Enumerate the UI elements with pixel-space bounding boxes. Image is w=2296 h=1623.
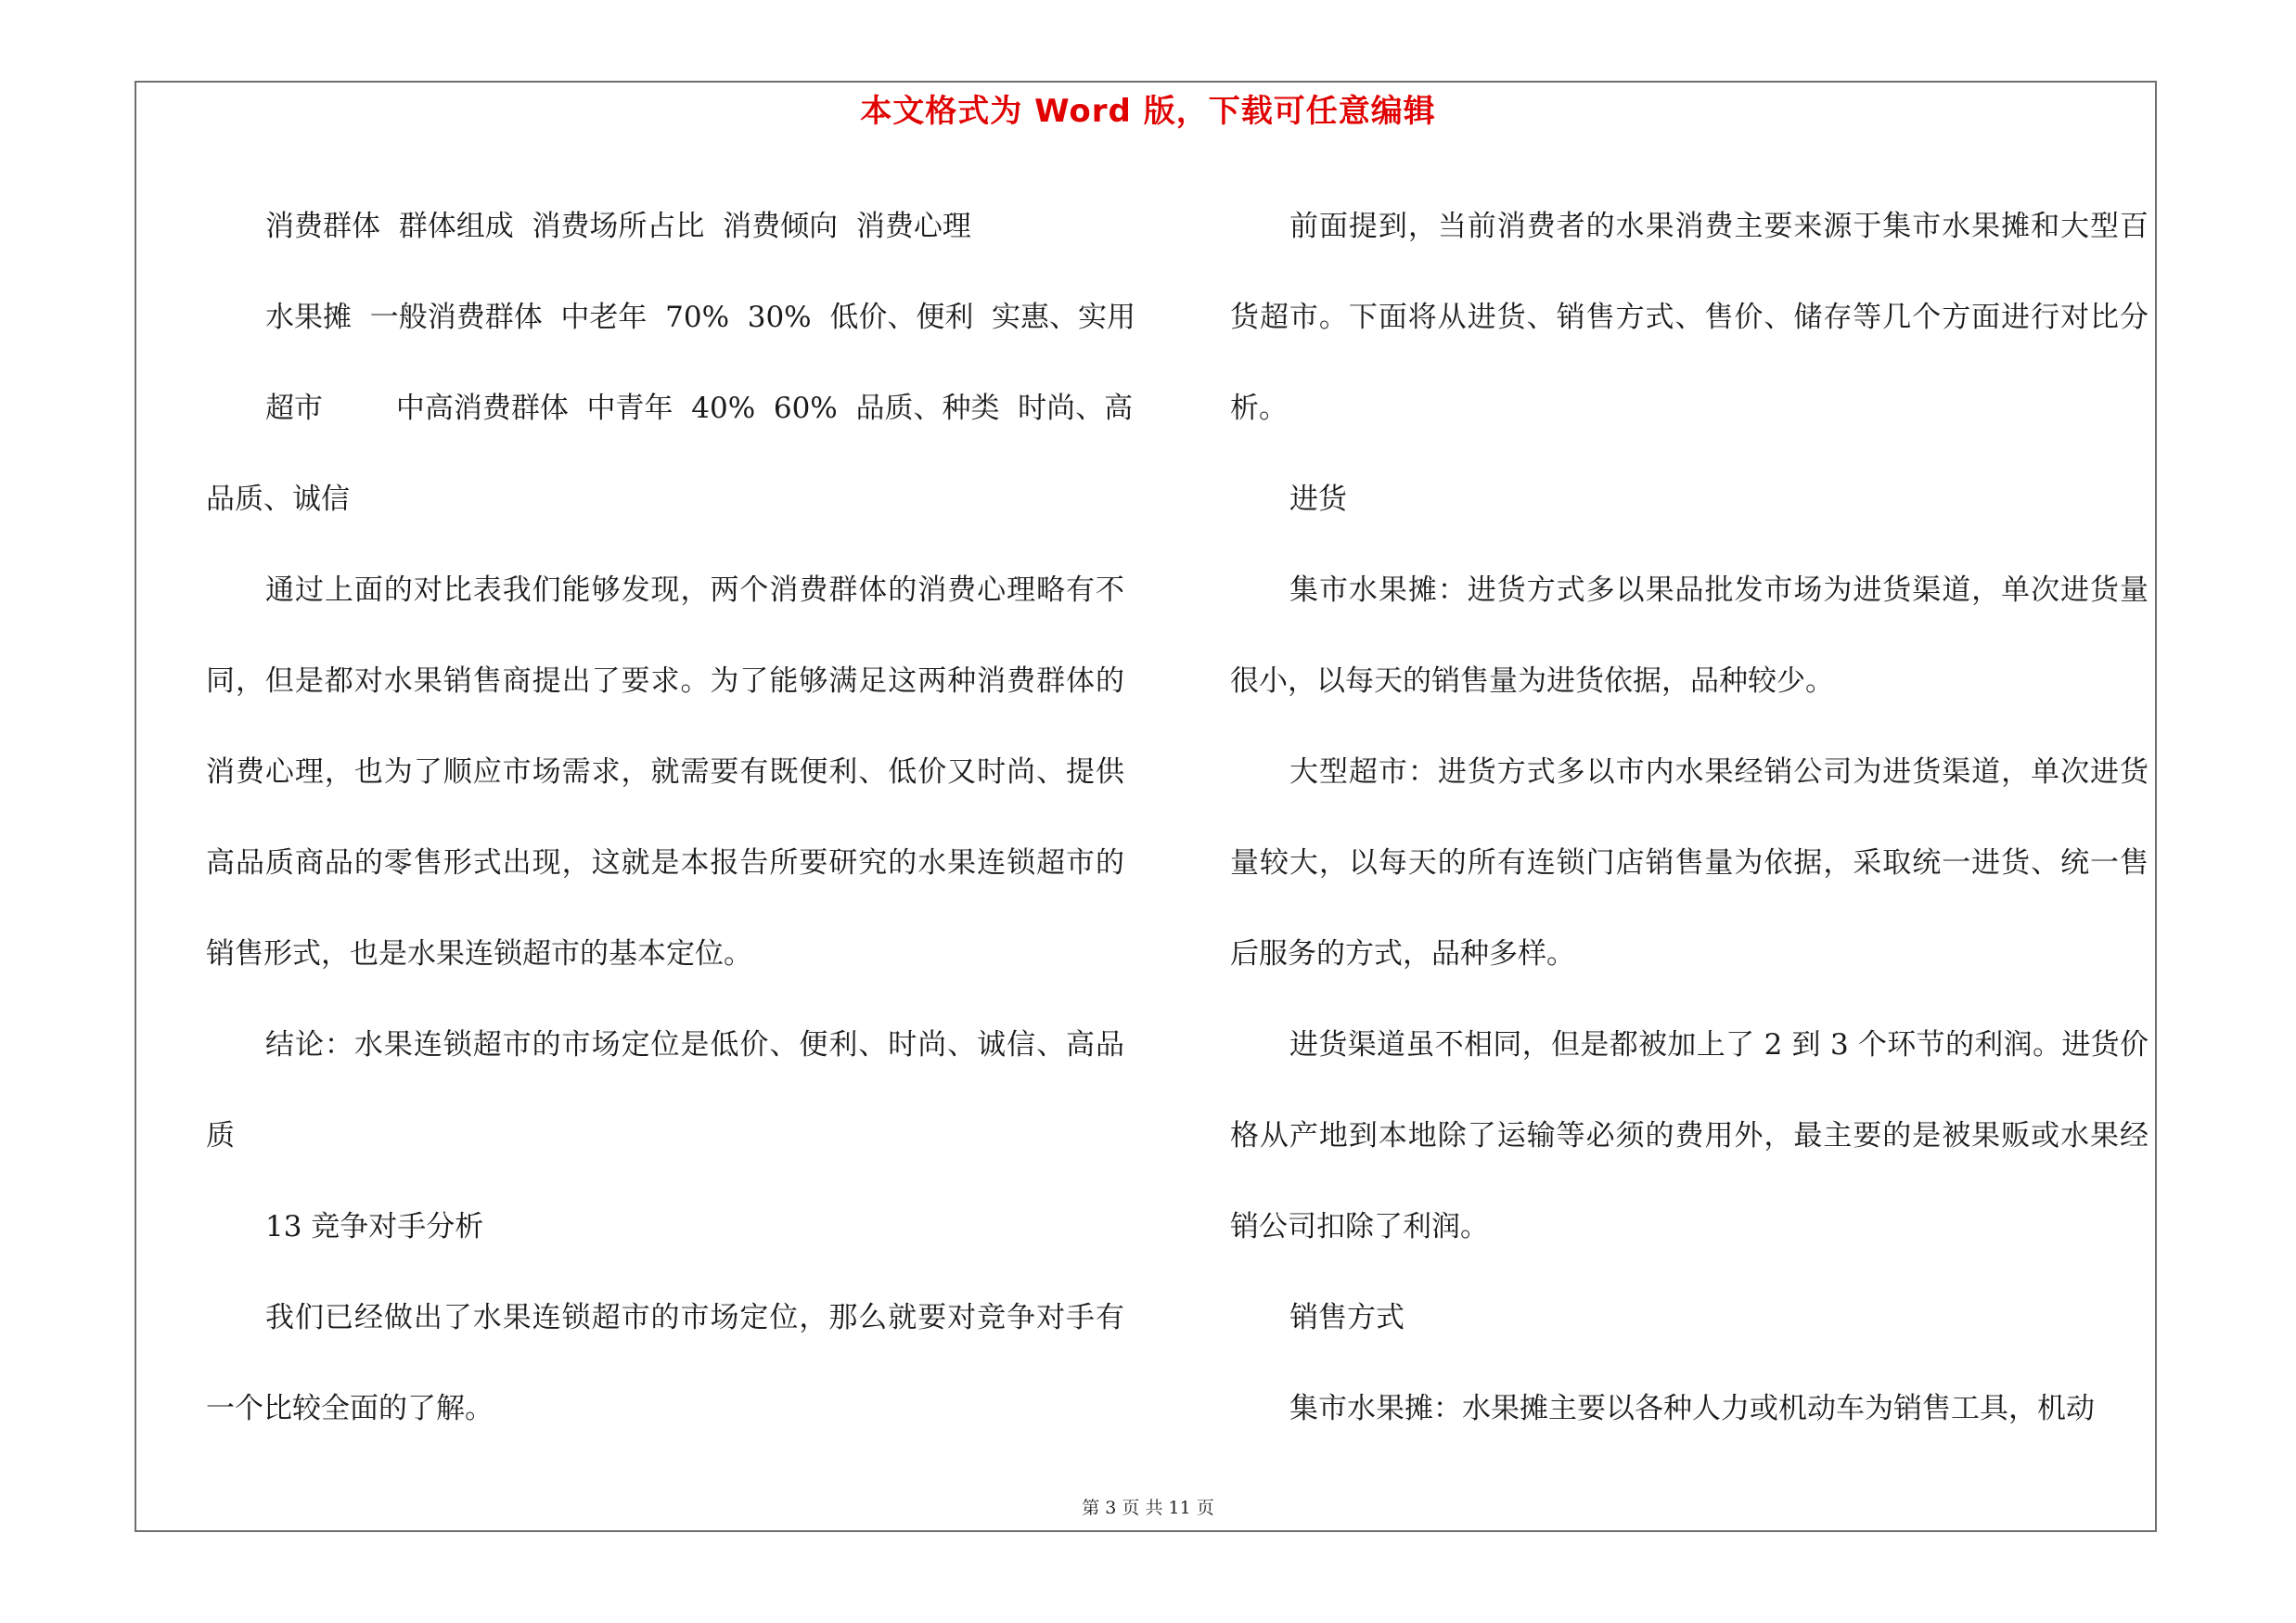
subheading-sales-method: 销售方式 [1289,1301,1405,1334]
paragraph-comparison: 通过上面的对比表我们能够发现，两个消费群体的消费心理略有不同，但是都对水果销售商提出了要求。为了能够满足这两种消费群体的消费心理，也为了顺应市场需求，就需要有既便利、低价又时尚、提供高品质商品的零售形式出现，这就是本报告所要研究的水果连锁超市的销售形式，也是水果连锁超市的基本定位。 [206,573,1124,971]
page-number-footer: 第 3 页 共 11 页 [1082,1498,1214,1518]
word-format-banner: 本文格式为 Word 版，下载可任意编辑 [860,93,1436,130]
table-row-supermarket: 超市 中高消费群体 中青年 40% 60% 品质、种类 时尚、高 [265,392,1134,425]
paragraph-supermarket-purchase: 大型超市：进货方式多以市内水果经销公司为进货渠道，单次进货量较大，以每天的所有连锁门店销售量为依据，采取统一进货、统一售后服务的方式，品种多样。 [1230,755,2148,971]
left-column [206,181,1136,1454]
section-heading-competition: 13 竞争对手分析 [265,1210,484,1243]
paragraph-competition-intro: 我们已经做出了水果连锁超市的市场定位，那么就要对竞争对手有一个比较全面的了解。 [206,1301,1124,1425]
paragraph-conclusion: 结论：水果连锁超市的市场定位是低价、便利、时尚、诚信、高品质 [206,1028,1124,1153]
paragraph-purchase-channels: 进货渠道虽不相同，但是都被加上了 2 到 3 个环节的利润。进货价格从产地到本地除了运输等必须的费用外，最主要的是被果贩或水果经销公司扣除了利润。 [1230,1028,2148,1243]
paragraph-stall-purchase: 集市水果摊：进货方式多以果品批发市场为进货渠道，单次进货量很小，以每天的销售量为进货依据，品种较少。 [1230,573,2148,698]
table-row-supermarket-cont: 品质、诚信 [206,483,350,516]
table-row-stall: 水果摊 一般消费群体 中老年 70% 30% 低价、便利 实惠、实用 [265,301,1136,334]
paragraph-overview: 前面提到，当前消费者的水果消费主要来源于集市水果摊和大型百货超市。下面将从进货、销售方式、售价、储存等几个方面进行对比分析。 [1230,210,2148,425]
right-column [1230,181,2148,1454]
subheading-purchase: 进货 [1289,483,1347,516]
table-header-row: 消费群体 群体组成 消费场所占比 消费倾向 消费心理 [265,210,971,243]
paragraph-stall-sales: 集市水果摊：水果摊主要以各种人力或机动车为销售工具，机动 [1289,1392,2095,1425]
